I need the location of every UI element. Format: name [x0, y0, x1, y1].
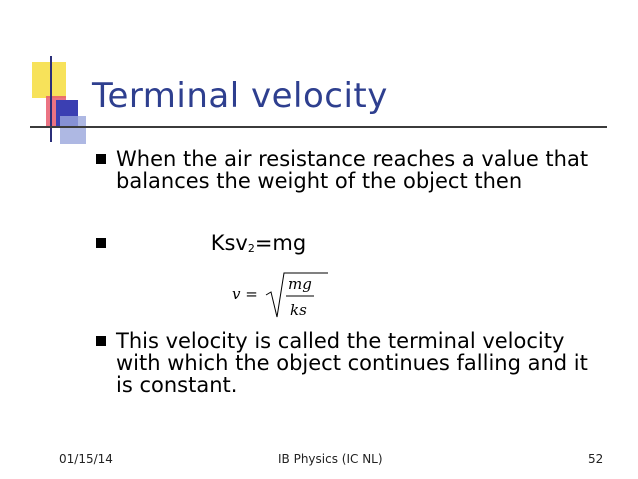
equation-rhs: =mg — [254, 231, 307, 255]
bullet-square-icon — [96, 238, 106, 248]
decorative-yellow-square — [32, 62, 66, 98]
formula-numerator: mg — [288, 275, 312, 293]
slide-title: Terminal velocity — [92, 76, 388, 116]
decorative-light-blue-square — [60, 116, 86, 144]
formula-denominator: ks — [290, 301, 307, 319]
bullet-text-3: This velocity is called the terminal velocity with which the object continues falling and it is constant. — [116, 329, 588, 397]
formula-left: v = — [232, 285, 258, 303]
equation-exponent: 2 — [247, 242, 255, 255]
equation-line — [116, 232, 306, 260]
equation-lhs: Ksv — [210, 231, 248, 255]
footer-date: 01/15/14 — [59, 452, 113, 466]
footer-course: IB Physics (IC NL) — [278, 452, 383, 466]
footer-page-number: 52 — [588, 452, 604, 466]
title-underline — [30, 126, 607, 128]
bullet-square-icon — [96, 336, 106, 346]
bullet-square-icon — [96, 154, 106, 164]
terminal-velocity-formula — [228, 265, 338, 327]
decorative-vertical-line — [50, 56, 52, 142]
bullet-text-1: When the air resistance reaches a value that balances the weight of the object then — [116, 147, 589, 193]
